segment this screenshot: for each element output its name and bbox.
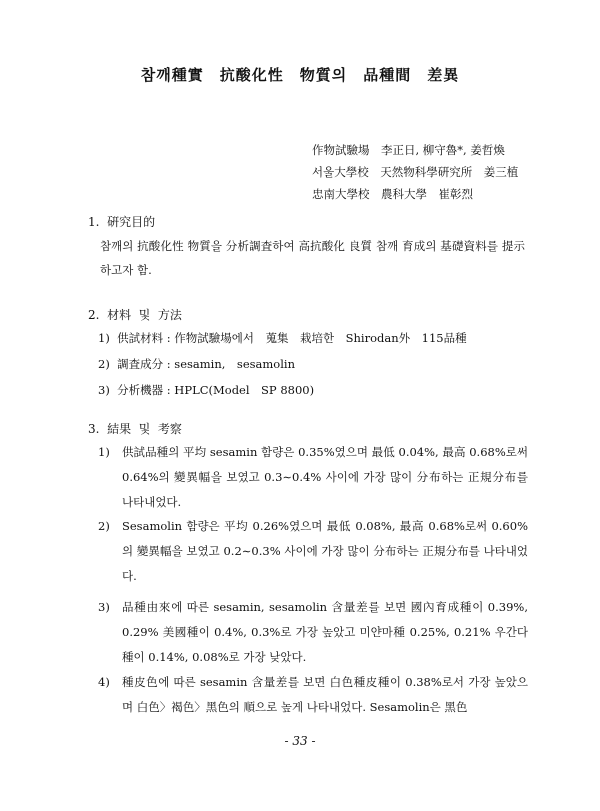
page-title: 참깨種實 抗酸化性 物質의 品種間 差異: [140, 66, 460, 84]
author-line-2: 서울大學校 天然物科學硏究所 姜三植: [312, 165, 519, 179]
section-3-heading: 3. 結果 및 考察: [88, 422, 182, 436]
item-text: 種皮色에 따른 sesamin 含量差를 보면 白色種皮種이 0.38%로서 가장 높았으며 白色〉褐色〉黑色의 順으로 높게 나타내었다. Sesamolin은 黑色: [122, 675, 528, 714]
materials-item: [98, 382, 314, 398]
section-2-heading: 2. 材料 및 方法: [88, 308, 182, 322]
result-item: [98, 440, 528, 515]
item-text: 供試材料 : 作物試驗場에서 蒐集 栽培한 Shirodan外 115品種: [117, 331, 467, 345]
item-text: 調査成分 : sesamin, sesamolin: [117, 357, 295, 371]
item-number: 1): [98, 445, 110, 459]
section-1-text: 참깨의 抗酸化性 物質을 分析調査하여 高抗酸化 良質 참깨 育成의 基礎資料를 提示하고자 함.: [100, 239, 525, 277]
materials-item: [98, 330, 467, 346]
item-text: 分析機器 : HPLC(Model SP 8800): [117, 383, 315, 397]
item-number: 1): [98, 331, 110, 345]
item-number: 4): [98, 675, 110, 689]
page-number: - 33 -: [284, 734, 316, 748]
item-number: 2): [98, 357, 110, 371]
item-number: 3): [98, 383, 110, 397]
author-block: [312, 139, 518, 205]
result-item: [98, 670, 528, 720]
section-1-heading: 1. 硏究目的: [88, 215, 156, 229]
item-number: 3): [98, 600, 110, 614]
item-text: Sesamolin 함량은 平均 0.26%였으며 最低 0.08%, 最高 0.68%로써 0.60%의 變異幅을 보였고 0.2∼0.3% 사이에 가장 많이 分布하는 正規分布를 나타내었다.: [122, 519, 528, 583]
result-item: [98, 595, 528, 670]
item-text: 供試品種의 平均 sesamin 함량은 0.35%였으며 最低 0.04%, 最高 0.68%로써 0.64%의 變異幅을 보였고 0.3∼0.4% 사이에 가장 많이 分布하는 正規分布를 나타내었다.: [122, 445, 528, 509]
item-text: 品種由來에 따른 sesamin, sesamolin 含量差를 보면 國內育成種이 0.39%, 0.29% 美國種이 0.4%, 0.3%로 가장 높았고 미얀마種 0.25%, 0.21% 우간다種이 0.14%, 0.08%로 가장 낮았다.: [122, 600, 528, 664]
materials-item: [98, 356, 295, 372]
item-number: 2): [98, 519, 110, 533]
author-line-1: 作物試驗場 李正日, 柳守魯*, 姜哲煥: [312, 143, 505, 157]
author-line-3: 忠南大學校 農科大學 崔彰烈: [312, 187, 473, 201]
result-item: [98, 514, 528, 589]
